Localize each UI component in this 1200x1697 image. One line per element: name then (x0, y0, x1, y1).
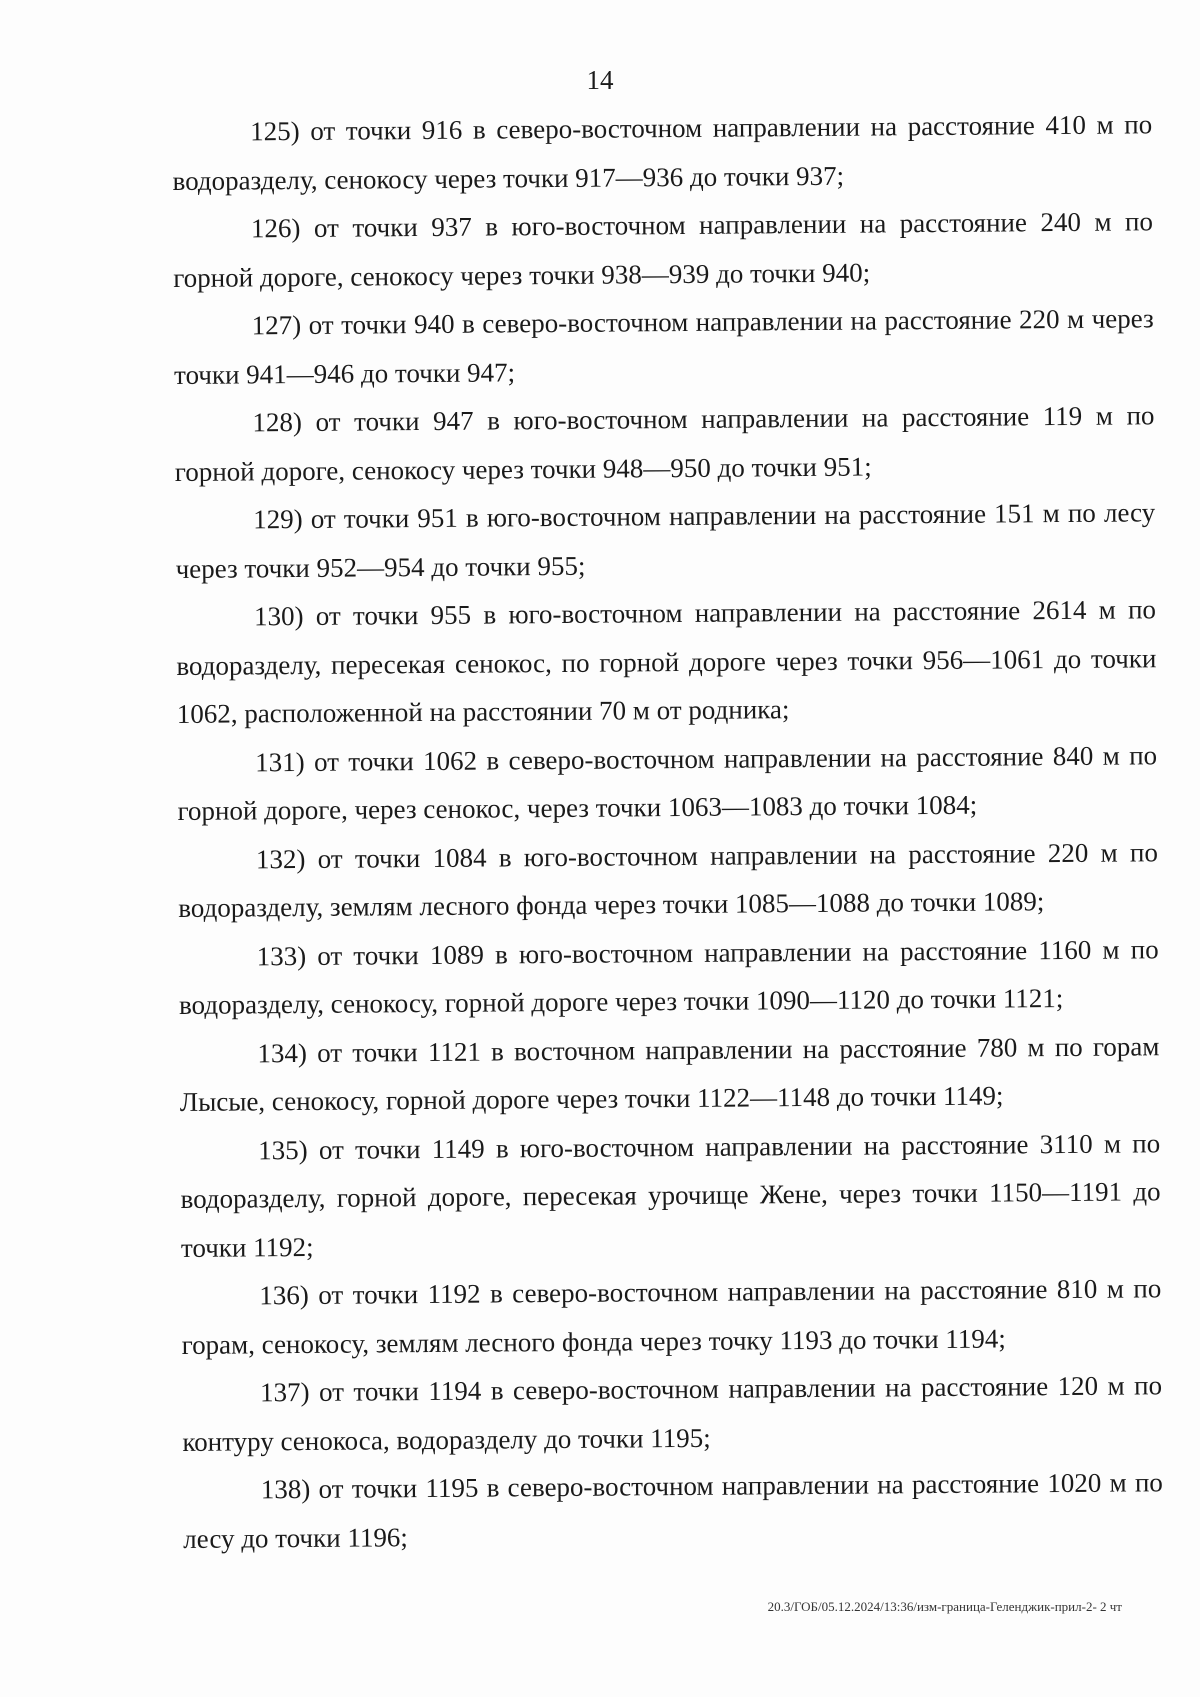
paragraph: 134) от точки 1121 в восточном направлении на расстояние 780 м по горам Лысые, сенокосу, горной дороге через точки 1122—1148 до точки 1149; (179, 1030, 1160, 1117)
paragraph: 137) от точки 1194 в северо-восточном направлении на расстояние 120 м по контуру сенокоса, водоразделу до точки 1195; (182, 1370, 1163, 1457)
paragraph: 128) от точки 947 в юго-восточном направлении на расстояние 119 м по горной дороге, сенокосу через точки 948—950 до точки 951; (174, 400, 1155, 487)
paragraph: 127) от точки 940 в северо-восточном направлении на расстояние 220 м через точки 941—946 до точки 947; (173, 303, 1154, 390)
document-footer-code: 20.3/ГОБ/05.12.2024/13:36/изм-граница-Геленджик-прил-2- 2 чт (767, 1599, 1122, 1614)
paragraph: 126) от точки 937 в юго-восточном направлении на расстояние 240 м по горной дороге, сенокосу через точки 938—939 до точки 940; (173, 206, 1154, 293)
paragraph: 135) от точки 1149 в юго-восточном направлении на расстояние 3110 м по водоразделу, горной дороге, пересекая урочище Жене, через точки 1150—1191 до точки 1192; (180, 1127, 1161, 1263)
paragraph: 131) от точки 1062 в северо-восточном направлении на расстояние 840 м по горной дороге, через сенокос, через точки 1063—1083 до точки 1084; (177, 739, 1158, 826)
paragraph: 129) от точки 951 в юго-восточном направлении на расстояние 151 м по лесу через точки 952—954 до точки 955; (175, 497, 1156, 584)
paragraph: 125) от точки 916 в северо-восточном направлении на расстояние 410 м по водоразделу, сенокосу через точки 917—936 до точки 937; (172, 109, 1153, 196)
paragraph: 138) от точки 1195 в северо-восточном направлении на расстояние 1020 м по лесу до точки 1196; (183, 1467, 1163, 1554)
page-number: 14 (586, 65, 614, 95)
paragraph: 130) от точки 955 в юго-восточном направлении на расстояние 2614 м по водоразделу, пересекая сенокос, по горной дороге через точки 956—1061 до точки 1062, расположенной на расстоянии 70 м от родника; (176, 594, 1157, 729)
paragraph: 132) от точки 1084 в юго-восточном направлении на расстояние 220 м по водоразделу, землям лесного фонда через точки 1085—1088 до точки 1089; (178, 836, 1158, 923)
boundary-description (172, 100, 1163, 1563)
paragraph: 136) от точки 1192 в северо-восточном направлении на расстояние 810 м по горам, сенокосу, землям лесного фонда через точку 1193 до точки 1194; (181, 1273, 1162, 1360)
paragraph: 133) от точки 1089 в юго-восточном направлении на расстояние 1160 м по водоразделу, сенокосу, горной дороге через точки 1090—1120 до точки 1121; (178, 933, 1159, 1020)
